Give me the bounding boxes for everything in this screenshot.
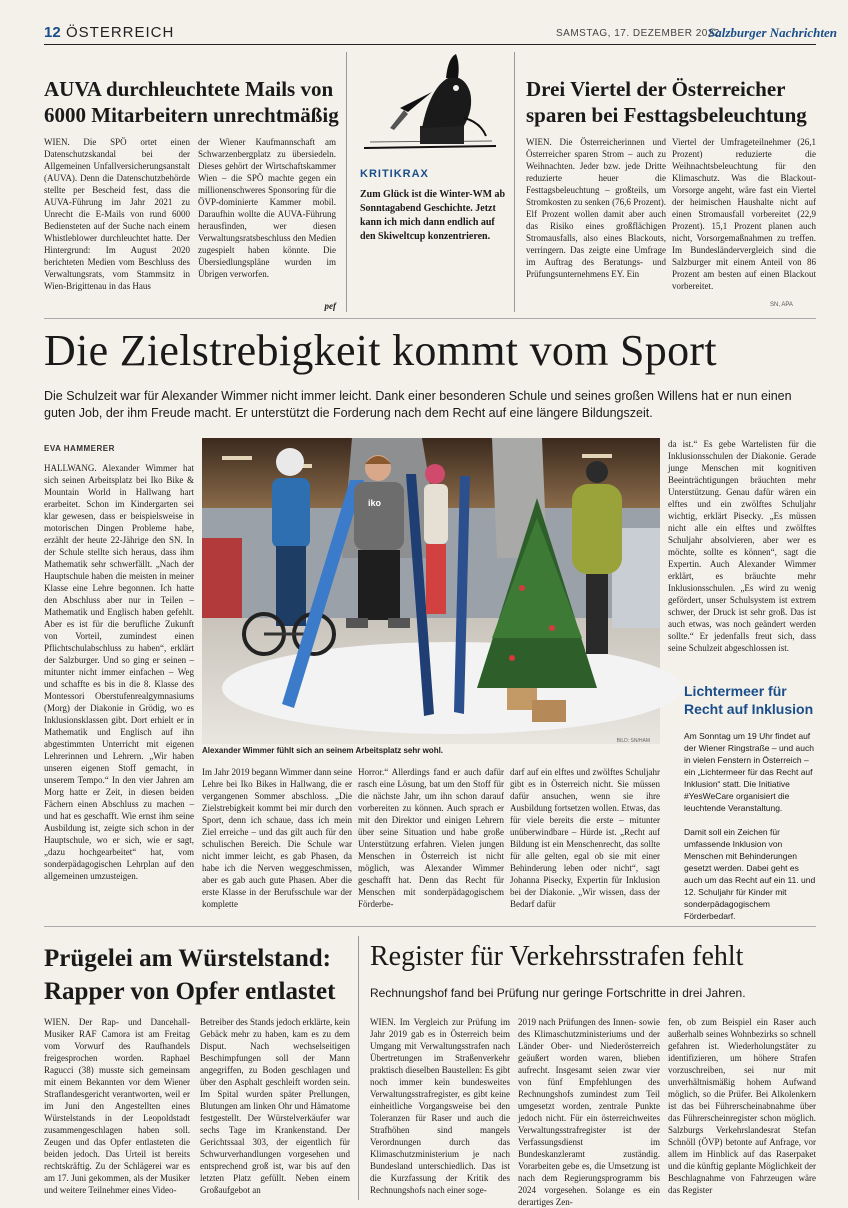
main-col3: Horror.“ Allerdings fand er auch dafür rasch eine Lösung, bat um den Stoff für die nächste Jahr, um ihn schon darauf vorbereiten zu können. Auch sprach er mit den Direktor und einigen Lehrern über seine Situation und habe große Unterstützung erfahren. Vielen jungen Menschen in Österreich ist nicht möglich, was Alexander Wimmer geschafft hat. Denn das Recht für Menschen mit sonderpädagogischem Förderbe- [358,767,504,909]
auva-col2: der Wiener Kaufmannschaft am Schwarzenbergplatz zu übersiedeln. Dieses gehört der Wirtschaftskammer Wien – die SPÖ machte gegen ein millionenschweres Sponsoring für die ÖVP-dominierte Kammer mobil. Daraufhin wollte die AUVA-Führung herausfinden, wer diesen Verwaltungsratsbeschluss den Medien zugespielt haben könnte. Die Übersiedlungspläne wurden im Übrigen verworfen. [198,137,336,279]
main-lead: Die Schulzeit war für Alexander Wimmer nicht immer leicht. Dank einer besonderen Schule und seines großen Willens hat er nun einen guten Job, der ihm Freude macht. Er unterstützt die Forderung nach dem Recht auf eine längere Bildungszeit. [44,389,792,420]
rapper-col2: Betreiber des Stands jedoch erklärte, kein Gebäck mehr zu haben, kam es zu dem Disput. Nach wechselseitigen Beschimpfungen soll der Mann angegriffen, zu Boden geschlagen und über den Asphalt geschleift worden sein. Im Spital wurden später Prellungen, Blutungen am linken Ohr und Hämatome festgestellt. Der Würstelverkäufer war sechs Tage im Krankenstand. Der Gerichtssaal 303, der eigentlich für Schwurverhandlungen vorgesehen und entsprechend groß ist, war bis auf den letzten Platz gefüllt. Neben einem Großaufgebot an [200,1017,350,1195]
main-photo [202,438,660,744]
shirt-logo-text: iko [368,498,382,508]
lights-col1: WIEN. Die Österreicherinnen und Österreicher sparen Strom – auch zu Weihnachten. Jeder bzw. jede Dritte reduzierte heuer die Festtagsbeleuchtung – großteils, um Stromkosten zu senken (76,6 Prozent). Elf Prozent wollen damit aber auch das Risiko eines großflächigen Stromausfalls, also eines Blackouts, verringern. Das zeigte eine Umfrage im Auftrag des Beratungs- und Prüfungsunternehmens EY. Ein [526,137,666,279]
infobox-title-line2: Recht auf Inklusion [684,701,814,717]
column-divider [358,936,359,1200]
register-col3: fen, ob zum Beispiel ein Raser auch außerhalb seines Wohnbezirks so schnell gefahren ist. Wiederholungstäter zu identifizieren, um höhere Strafen vorzuschreiben, sei nur mit unverhältnismäßig hohem Aufwand möglich, so die Prüfer. Bei Alkolenkern ist das bei Führerscheinabnahme über das Führerscheinregister schon möglich. Salzburgs Verkehrslandesrat Stefan Schnöll (ÖVP) betonte auf Anfrage, vor allem im Hinblick auf das Raserpaket und die künftig geplante Möglichkeit der Beschlagnahme von Fahrzeugen wäre das Register [668,1017,816,1195]
main-col5: da ist.“ Es gebe Wartelisten für die Inklusionsschulen der Diakonie. Gerade junge Menschen mit kognitiven Beeinträchtigungen bräuchten mehr Unterstützung. Genau dafür wären ein elftes und ein zwölftes Schuljahr wichtig, erklärt Pisecky. „Es müssen nicht alle ein elftes und zwölftes Schuljahr absolvieren, aber wer es möchte, sollte es können“, sagt die Expertin. Auch Alexander Wimmer erklärt, es bräuchte mehr Inklusionsschulen. „Es wird zu wenig gefördert, unser Schulsystem ist extrem schwer, der Druck ist sehr groß. Das ist auch etwas, was noch geändert werden sollte.“ Er jedenfalls freut sich, dass seine Schulzeit abgeschlossen ist. [668,439,816,653]
kritikrax-title: KRITIKRAX [360,168,429,180]
auva-signature: pef [324,301,336,311]
register-subhead: Rechnungshof fand bei Prüfung nur geringe Fortschritte in drei Jahren. [370,986,746,1000]
rapper-headline-line1: Prügelei am Würstelstand: [44,945,332,972]
lights-col2: Viertel der Umfrageteilnehmer (26,1 Prozent) reduzierte die Weihnachtsbeleuchtung für den Klimaschutz. Was die Blackout-Vorsorge angeht, wäre fast ein Viertel der heimischen Haushalte nicht auf einen Stromausfall vorbereitet (22,9 Prozent). 15,1 Prozent planen auch nicht, Vorsorgemaßnahmen zu treffen. Im Bundesländervergleich sind die Salzburger mit einem Anteil von 86 Prozent am besten auf einen Blackout vorbereitet. [672,137,816,291]
issue-date: SAMSTAG, 17. DEZEMBER 2022 [556,28,720,39]
lights-headline-line1: Drei Viertel der Österreicher [526,77,786,101]
lights-headline-line2: sparen bei Festtagsbeleuchtung [526,103,807,127]
kritikrax-text: Zum Glück ist die Winter-WM ab Sonntagabend Geschichte. Jetzt kann ich mich dann endlich auf den Skiweltcup konzentrieren. [360,189,506,242]
section-rule [44,926,816,927]
register-col2: 2019 nach Prüfungen des Innen- sowie des Klimaschutzministeriums und der Länder Ober- und Niederösterreich geäußert worden waren, blieben aufrecht. Insgesamt seien zwar vier von fünf Empfehlungen des Rechnungshofs zumindest zum Teil umgesetzt worden, zentrale Punkte jedoch nicht. Für ein österreichweites Verwaltungsstrafregister ist der Verfassungsdienst im Bundeskanzleramt zuständig. Vorarbeiten gebe es, die Umsetzung ist nach dem Regierungsprogramm bis 2024 vorgesehen. Solange es ein derartiges Zen- [518,1017,660,1207]
infobox-title-line1: Lichtermeer für [684,683,787,699]
column-divider [514,52,515,312]
section-title: ÖSTERREICH [66,24,175,41]
auva-headline-line2: 6000 Mitarbeitern unrechtmäßig [44,103,339,127]
photo-credit: BILD: SN/HAM [616,738,650,744]
main-col2: Im Jahr 2019 begann Wimmer dann seine Lehre bei Iko Bikes in Hallwang, die er vergangenen Sommer abschloss. „Die Zielstrebigkeit kommt bei mir durch den Sport, denn ich schaue, dass ich mein Ziel erreiche – und das gilt auch für den schulischen Bereich. Die Schule war nicht immer leicht, es gab Phasen, da habe ich die Nerven weggeschmissen, aber es gab auch gute Phasen. Aber die erste Klasse in der Berufsschule war der komplette [202,767,352,909]
rapper-headline-line2: Rapper von Opfer entlastet [44,978,336,1005]
register-headline: Register für Verkehrsstrafen fehlt [370,941,744,972]
main-col1: HALLWANG. Alexander Wimmer hat sich seinen Arbeitsplatz bei Iko Bike & Mountain World in Hallwang hart erarbeitet. Schon im Kindergarten sei klar gewesen, dass er beispielsweise in motorischen Dingen Probleme habe, erzählt der heute 22-Jährige den SN. In der Schule stellte sich heraus, dass ihm Mathematik sehr schwerfällt. „Nach der Hauptschule haben die meisten in meiner Klasse eine Lehre begonnen. Ich hatte den Abschluss aber nur in Teilen – Mathematik und Englisch haben gefehlt. Aber es ist für die berufliche Zukunft von Vorteil, zumindest einen Pflichtschulabschluss zu haben“, erklärt der Salzburger. Und so ging er seinen – mitunter nicht immer einfachen – Weg und schaffte es bis in die 8. Klasse des Montessori Oberstufenrealgymnasiums (Morg) der Diakonie in Grödig, wo es Inklusionsklassen gibt. Dort erhielt er in Mathematik und Englisch auf ihn abgestimmten Unterricht mit eigenen Lehrerinnen und Lehrern. „Wir haben unseren eigenen Stoff gemacht, in unserem Tempo.“ In den vier Jahren am Morg hatte er Zeit, in diesen beiden Fächern einen Abschluss zu machen – und hat es geschafft. Wie ernst ihm seine Ausbildung ist, zeigte sich schon in der Hauptschule, wo er sich, wie er sagt, „dazu hochgearbeitet“ hat, vom sonderpädagogischen Lehrplan auf den allgemeinen umzusteigen. [44,463,194,881]
main-col4: darf auf ein elftes und zwölftes Schuljahr gibt es in Österreich nicht. Sie müssen dafür ansuchen, wenn sie ihre Ausbildung fortsetzen wollen. Etwas, das für viele bereits die erste – mitunter unüberwindbare – Hürde ist. „Recht auf Bildung ist ein Menschenrecht, das sollte für alle gelten, egal ob sie mit einer Behinderung leben oder nicht“, sagt Johanna Pisecky, Expertin für Inklusion bei der Diakonie. „Wir wissen, dass der Bedarf dafür [510,767,660,909]
newspaper-logo: Salzburger Nachrichten [708,25,837,40]
lights-headline [526,76,816,128]
register-col1: WIEN. Im Vergleich zur Prüfung im Jahr 2019 gab es in Österreich beim Umgang mit Verwaltungsstrafen nach Übertretungen im Straßenverkehr praktisch dieselben Baustellen: Es gibt noch immer kein bundesweites Verwaltungsstrafregister, es gibt keine einheitliche Vorgangsweise bei den Toleranzen für Raser und auch die Strafhöhen sind mangels Verordnungen durch das Klimaschutzministerium je nach Bundesland unterschiedlich. Das ist die Kurzfassung der Kritik des Rechnungshofs nach einer soge- [370,1017,510,1195]
auva-col1: WIEN. Die SPÖ ortet einen Datenschutzskandal bei der Allgemeinen Unfallversicherungsanstalt (AUVA). Denn die Datenschutzbehörde stellte per Bescheid fest, dass die AUVA-Führung im Jahr 2021 zu Unrecht die E-Mails von rund 6000 Bediensteten auf der Suche nach einem Whistleblower durchleuchtet hatte. Der Hintergrund: Im August 2020 berichteten Medien vom Beschluss des Verwaltungsrats, vom Stammsitz in Wien-Brigittenau in das Haus [44,137,190,291]
auva-headline [44,76,344,128]
main-headline: Die Zielstrebigkeit kommt vom Sport [44,326,717,375]
lights-signature: SN, APA [770,302,793,308]
header-rule [44,44,816,45]
rapper-headline [44,942,354,1008]
photo-caption: Alexander Wimmer fühlt sich an seinem Arbeitsplatz sehr wohl. [202,746,444,755]
infobox-para1: Am Sonntag um 19 Uhr findet auf der Wiener Ringstraße – und auch in vielen Fenstern in Österreich – ein „Lichtermeer für das Recht auf Inklusion“ statt. Die Initiative #YesWeCare organisiert die leuchtende Veranstaltung. [684,731,814,813]
infobox-title [684,682,816,718]
section-rule [44,318,816,319]
rapper-col1: WIEN. Der Rap- und Dancehall-Musiker RAF Camora ist am Freitag vom Vorwurf des Raufhandels freigesprochen worden. Raphael Ragucci (38) musste sich gemeinsam mit einem Bekannten vor dem Wiener Straflandesgericht verantworten, weil er im Juni den Angestellten eines Würstelstands in der Leopoldstadt zusammengeschlagen haben soll. Zeugen und das Opfer entlasteten die beiden jedoch. Das Urteil ist bereits rechtskräftig. Zu der Schlägerei war es am 17. Juni gekommen, als der Musiker und weitere Teilnehmer eines Video- [44,1017,190,1195]
main-author: EVA HAMMERER [44,444,115,453]
infobox-para2: Damit soll ein Zeichen für umfassende Inklusion von Menschen mit Behinderungen gesetzt werden. Dabei geht es auch um das Recht auf ein 11. und 12. Schuljahr für Kinder mit sonderpädagogischem Förderbedarf. [684,827,816,921]
auva-headline-line1: AUVA durchleuchtete Mails von [44,77,334,101]
page-number: 12 [44,24,61,41]
column-divider [346,52,347,312]
kritikrax-raven-illustration [360,48,504,158]
